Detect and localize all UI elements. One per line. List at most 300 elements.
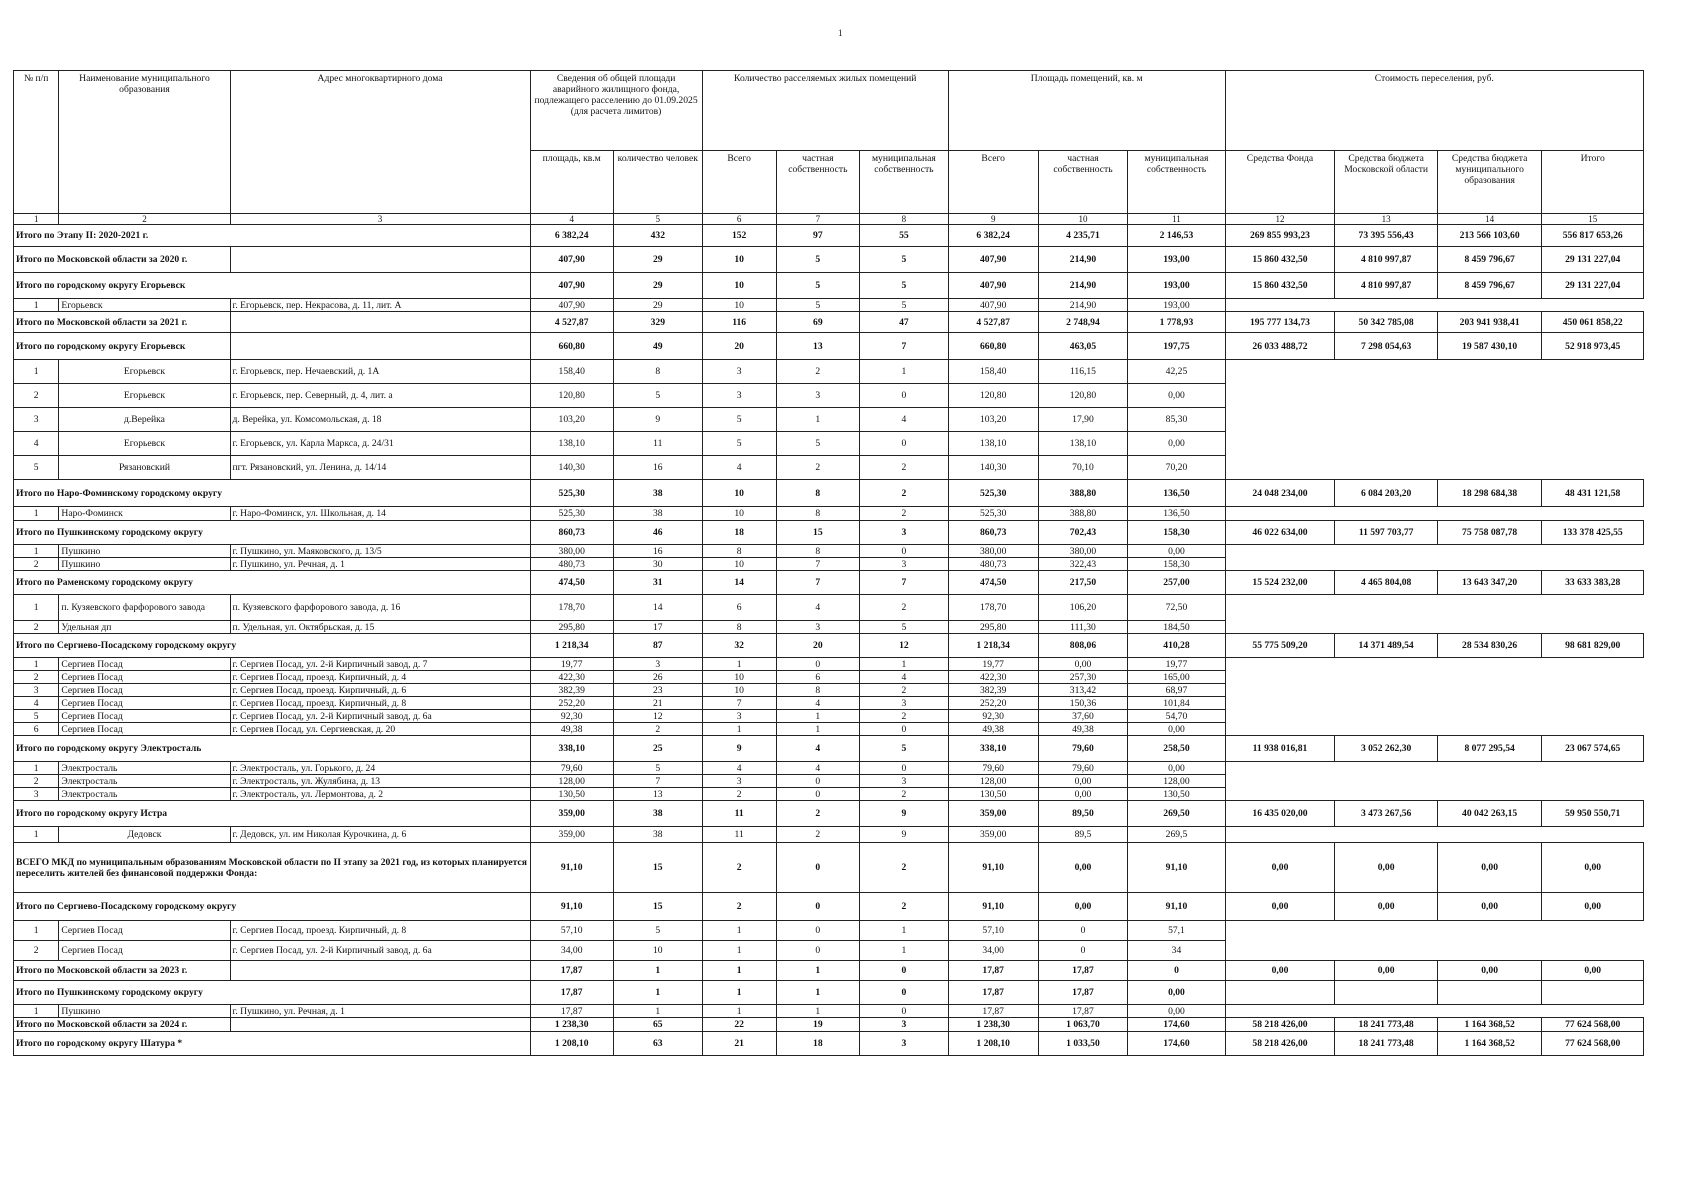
row-number: 1	[14, 658, 59, 671]
value-cell: 8	[776, 684, 859, 697]
value-cell: 8	[613, 360, 702, 384]
building-address: г. Электросталь, ул. Горького, д. 24	[230, 762, 530, 775]
value-cell: 48 431 121,58	[1542, 480, 1644, 507]
value-cell: 5	[613, 762, 702, 775]
value-cell: 9	[860, 827, 949, 843]
value-cell: 3	[776, 621, 859, 634]
total-row	[14, 736, 1644, 762]
value-cell: 10	[702, 480, 776, 507]
total-row	[14, 480, 1644, 507]
header-sub-cell: муниципальная собственность	[1128, 151, 1225, 214]
empty-cost-cell	[1437, 408, 1542, 432]
value-cell: 8	[702, 621, 776, 634]
row-number: 3	[14, 408, 59, 432]
value-cell: 8 077 295,54	[1437, 736, 1542, 762]
value-cell: 17,87	[530, 961, 613, 981]
value-cell: 8 459 796,67	[1437, 273, 1542, 299]
empty-cost-cell	[1225, 558, 1335, 571]
value-cell: 407,90	[530, 299, 613, 312]
value-cell: 0	[776, 893, 859, 921]
value-cell: 2	[702, 788, 776, 801]
value-cell: 46	[613, 521, 702, 545]
value-cell: 860,73	[530, 521, 613, 545]
value-cell: 18 241 773,48	[1335, 1018, 1437, 1032]
value-cell: 178,70	[530, 595, 613, 621]
value-cell: 1	[776, 1005, 859, 1018]
value-cell: 0,00	[1437, 961, 1542, 981]
empty-cost-cell	[1542, 507, 1644, 521]
value-cell: 17,87	[1038, 961, 1128, 981]
empty-cost-cell	[1542, 545, 1644, 558]
value-cell: 0,00	[1128, 545, 1225, 558]
value-cell: 3	[860, 697, 949, 710]
value-cell: 103,20	[948, 408, 1038, 432]
value-cell: 40 042 263,15	[1437, 801, 1542, 827]
value-cell: 85,30	[1128, 408, 1225, 432]
empty-cost-cell	[1335, 1005, 1437, 1018]
value-cell: 3	[860, 775, 949, 788]
empty-cost-cell	[1437, 762, 1542, 775]
value-cell: 450 061 858,22	[1542, 312, 1644, 333]
table-row	[14, 384, 1644, 408]
value-cell: 70,10	[1038, 456, 1128, 480]
total-label: Итого по городскому округу Егорьевск	[14, 273, 531, 299]
column-number: 2	[59, 214, 230, 225]
value-cell: 18 298 684,38	[1437, 480, 1542, 507]
empty-cost-cell	[1437, 921, 1542, 941]
municipality-name: Сергиев Посад	[59, 658, 230, 671]
building-address: п. Кузяевского фарфорового завода, д. 16	[230, 595, 530, 621]
value-cell: 0,00	[1038, 658, 1128, 671]
building-address: г. Электросталь, ул. Лермонтова, д. 2	[230, 788, 530, 801]
value-cell: 120,80	[948, 384, 1038, 408]
column-number: 8	[860, 214, 949, 225]
value-cell: 89,50	[1038, 801, 1128, 827]
value-cell: 133 378 425,55	[1542, 521, 1644, 545]
table-row	[14, 723, 1644, 736]
total-row	[14, 634, 1644, 658]
empty-cost-cell	[1437, 788, 1542, 801]
value-cell: 1	[860, 360, 949, 384]
value-cell: 8 459 796,67	[1437, 247, 1542, 273]
row-number: 4	[14, 432, 59, 456]
building-address: пгт. Рязановский, ул. Ленина, д. 14/14	[230, 456, 530, 480]
row-number: 1	[14, 762, 59, 775]
building-address: г. Сергиев Посад, проезд. Кирпичный, д. 8	[230, 697, 530, 710]
value-cell: 4 810 997,87	[1335, 247, 1437, 273]
empty-cost-cell	[1225, 456, 1335, 480]
value-cell: 63	[613, 1032, 702, 1056]
column-number: 13	[1335, 214, 1437, 225]
value-cell: 92,30	[530, 710, 613, 723]
table-row	[14, 775, 1644, 788]
table-row	[14, 710, 1644, 723]
value-cell	[1225, 981, 1335, 1005]
table-row	[14, 545, 1644, 558]
empty-cost-cell	[1335, 775, 1437, 788]
column-number: 11	[1128, 214, 1225, 225]
building-address: г. Дедовск, ул. им Николая Курочкина, д. 6	[230, 827, 530, 843]
empty-cell	[230, 961, 530, 981]
value-cell: 2	[860, 480, 949, 507]
value-cell: 3	[860, 1032, 949, 1056]
building-address: г. Сергиев Посад, ул. 2-й Кирпичный завод, д. 6а	[230, 941, 530, 961]
value-cell	[1335, 981, 1437, 1005]
value-cell: 2	[702, 843, 776, 893]
value-cell: 313,42	[1038, 684, 1128, 697]
value-cell: 49,38	[530, 723, 613, 736]
column-number: 3	[230, 214, 530, 225]
value-cell: 37,60	[1038, 710, 1128, 723]
empty-cost-cell	[1225, 432, 1335, 456]
value-cell: 0,00	[1038, 843, 1128, 893]
value-cell: 407,90	[948, 299, 1038, 312]
value-cell: 18	[702, 521, 776, 545]
empty-cost-cell	[1437, 621, 1542, 634]
empty-cost-cell	[1225, 671, 1335, 684]
municipality-name: Пушкино	[59, 1005, 230, 1018]
value-cell: 120,80	[530, 384, 613, 408]
municipality-name: Сергиев Посад	[59, 941, 230, 961]
value-cell: 140,30	[530, 456, 613, 480]
empty-cost-cell	[1542, 723, 1644, 736]
value-cell: 158,40	[948, 360, 1038, 384]
building-address: г. Сергиев Посад, проезд. Кирпичный, д. 8	[230, 921, 530, 941]
municipality-name: Сергиев Посад	[59, 723, 230, 736]
page-number: 1	[838, 28, 843, 38]
value-cell: 19 587 430,10	[1437, 333, 1542, 360]
value-cell: 0,00	[1542, 893, 1644, 921]
empty-cost-cell	[1225, 762, 1335, 775]
total-row	[14, 893, 1644, 921]
value-cell: 58 218 426,00	[1225, 1018, 1335, 1032]
value-cell: 5	[860, 299, 949, 312]
value-cell: 2	[613, 723, 702, 736]
value-cell: 128,00	[948, 775, 1038, 788]
value-cell: 49,38	[1038, 723, 1128, 736]
header-rooms-area-group: Площадь помещений, кв. м	[948, 71, 1225, 151]
resettlement-table	[13, 70, 1644, 1056]
value-cell: 2	[860, 843, 949, 893]
value-cell: 18 241 773,48	[1335, 1032, 1437, 1056]
total-row	[14, 333, 1644, 360]
value-cell: 0	[860, 961, 949, 981]
empty-cost-cell	[1542, 775, 1644, 788]
value-cell: 214,90	[1038, 299, 1128, 312]
value-cell: 11 597 703,77	[1335, 521, 1437, 545]
value-cell: 138,10	[948, 432, 1038, 456]
empty-cost-cell	[1542, 762, 1644, 775]
value-cell: 33 633 383,28	[1542, 571, 1644, 595]
value-cell: 130,50	[1128, 788, 1225, 801]
value-cell: 21	[613, 697, 702, 710]
value-cell: 26 033 488,72	[1225, 333, 1335, 360]
value-cell: 79,60	[1038, 762, 1128, 775]
value-cell: 152	[702, 225, 776, 247]
empty-cost-cell	[1437, 941, 1542, 961]
value-cell: 1 208,10	[530, 1032, 613, 1056]
value-cell: 0,00	[1128, 432, 1225, 456]
value-cell: 98 681 829,00	[1542, 634, 1644, 658]
value-cell: 257,00	[1128, 571, 1225, 595]
value-cell: 10	[702, 558, 776, 571]
value-cell: 1	[702, 941, 776, 961]
row-number: 1	[14, 360, 59, 384]
column-number: 10	[1038, 214, 1128, 225]
table-row	[14, 921, 1644, 941]
value-cell: 15	[613, 843, 702, 893]
value-cell: 20	[702, 333, 776, 360]
value-cell: 2	[776, 456, 859, 480]
empty-cost-cell	[1437, 658, 1542, 671]
value-cell: 8	[776, 507, 859, 521]
value-cell: 65	[613, 1018, 702, 1032]
empty-cost-cell	[1335, 671, 1437, 684]
value-cell: 195 777 134,73	[1225, 312, 1335, 333]
value-cell: 6 382,24	[530, 225, 613, 247]
empty-cost-cell	[1437, 710, 1542, 723]
value-cell: 140,30	[948, 456, 1038, 480]
value-cell: 1	[860, 921, 949, 941]
value-cell: 1 063,70	[1038, 1018, 1128, 1032]
empty-cost-cell	[1225, 788, 1335, 801]
value-cell: 214,90	[1038, 247, 1128, 273]
value-cell: 8	[776, 545, 859, 558]
value-cell: 410,28	[1128, 634, 1225, 658]
value-cell: 19,77	[530, 658, 613, 671]
value-cell: 87	[613, 634, 702, 658]
empty-cost-cell	[1335, 558, 1437, 571]
value-cell: 7	[776, 571, 859, 595]
value-cell: 380,00	[530, 545, 613, 558]
value-cell: 480,73	[530, 558, 613, 571]
value-cell: 0	[860, 981, 949, 1005]
value-cell: 0,00	[1542, 843, 1644, 893]
resettlement-table-container	[13, 70, 1644, 1056]
value-cell: 4	[702, 762, 776, 775]
value-cell: 11	[613, 432, 702, 456]
value-cell: 0	[776, 843, 859, 893]
value-cell: 23 067 574,65	[1542, 736, 1644, 762]
value-cell	[1542, 981, 1644, 1005]
value-cell: 0,00	[1128, 981, 1225, 1005]
value-cell: 17,87	[530, 981, 613, 1005]
empty-cost-cell	[1335, 595, 1437, 621]
value-cell: 58 218 426,00	[1225, 1032, 1335, 1056]
header-sub-cell: количество человек	[613, 151, 702, 214]
table-row	[14, 762, 1644, 775]
empty-cost-cell	[1542, 299, 1644, 312]
value-cell: 5	[702, 432, 776, 456]
empty-cost-cell	[1437, 360, 1542, 384]
table-row	[14, 360, 1644, 384]
value-cell: 1	[776, 723, 859, 736]
value-cell: 4	[776, 697, 859, 710]
value-cell: 47	[860, 312, 949, 333]
municipality-name: Сергиев Посад	[59, 710, 230, 723]
municipality-name: Пушкино	[59, 558, 230, 571]
header-sub-cell: муниципальная собственность	[860, 151, 949, 214]
empty-cost-cell	[1542, 360, 1644, 384]
total-row	[14, 247, 1644, 273]
value-cell: 5	[860, 273, 949, 299]
value-cell: 193,00	[1128, 299, 1225, 312]
empty-cost-cell	[1225, 827, 1335, 843]
value-cell: 1 238,30	[530, 1018, 613, 1032]
value-cell: 5	[776, 273, 859, 299]
value-cell: 0,00	[1437, 893, 1542, 921]
value-cell: 197,75	[1128, 333, 1225, 360]
empty-cost-cell	[1437, 723, 1542, 736]
table-row	[14, 595, 1644, 621]
value-cell: 2	[860, 595, 949, 621]
value-cell: 4 465 804,08	[1335, 571, 1437, 595]
value-cell: 217,50	[1038, 571, 1128, 595]
table-row	[14, 507, 1644, 521]
empty-cost-cell	[1437, 299, 1542, 312]
value-cell: 860,73	[948, 521, 1038, 545]
value-cell: 15 860 432,50	[1225, 247, 1335, 273]
empty-cost-cell	[1542, 595, 1644, 621]
value-cell: 407,90	[530, 273, 613, 299]
row-number: 5	[14, 710, 59, 723]
empty-cell	[230, 333, 530, 360]
value-cell: 4	[702, 456, 776, 480]
value-cell: 158,40	[530, 360, 613, 384]
value-cell: 11	[702, 827, 776, 843]
value-cell: 0	[1038, 941, 1128, 961]
column-number: 12	[1225, 214, 1335, 225]
empty-cost-cell	[1542, 558, 1644, 571]
row-number: 1	[14, 507, 59, 521]
value-cell: 0,00	[1038, 775, 1128, 788]
empty-cost-cell	[1335, 384, 1437, 408]
value-cell: 5	[860, 247, 949, 273]
row-number: 1	[14, 921, 59, 941]
value-cell: 525,30	[948, 507, 1038, 521]
value-cell: 269 855 993,23	[1225, 225, 1335, 247]
value-cell: 26	[613, 671, 702, 684]
empty-cost-cell	[1225, 684, 1335, 697]
header-area-group: Сведения об общей площади аварийного жилищного фонда, подлежащего расселению до 01.09.2025 (для расчета лимитов)	[530, 71, 702, 151]
header-address: Адрес многоквартирного дома	[230, 71, 530, 214]
empty-cost-cell	[1225, 775, 1335, 788]
value-cell: 12	[613, 710, 702, 723]
empty-cost-cell	[1542, 697, 1644, 710]
header-municipality: Наименование муниципального образования	[59, 71, 230, 214]
municipality-name: Электросталь	[59, 775, 230, 788]
value-cell: 382,39	[948, 684, 1038, 697]
table-row	[14, 788, 1644, 801]
building-address: г. Егорьевск, пер. Нечаевский, д. 1А	[230, 360, 530, 384]
value-cell: 0,00	[1225, 961, 1335, 981]
empty-cost-cell	[1437, 384, 1542, 408]
table-row	[14, 299, 1644, 312]
empty-cost-cell	[1225, 723, 1335, 736]
value-cell: 556 817 653,26	[1542, 225, 1644, 247]
value-cell: 2	[860, 456, 949, 480]
value-cell: 10	[702, 671, 776, 684]
value-cell: 0,00	[1335, 961, 1437, 981]
value-cell: 203 941 938,41	[1437, 312, 1542, 333]
value-cell: 1	[860, 658, 949, 671]
total-label: Итого по Раменскому городскому округу	[14, 571, 531, 595]
row-number: 5	[14, 456, 59, 480]
value-cell: 20	[776, 634, 859, 658]
building-address: д. Верейка, ул. Комсомольская, д. 18	[230, 408, 530, 432]
value-cell: 4 527,87	[530, 312, 613, 333]
empty-cost-cell	[1335, 658, 1437, 671]
value-cell: 12	[860, 634, 949, 658]
value-cell: 388,80	[1038, 480, 1128, 507]
value-cell: 184,50	[1128, 621, 1225, 634]
value-cell: 359,00	[948, 801, 1038, 827]
column-number: 4	[530, 214, 613, 225]
value-cell: 57,1	[1128, 921, 1225, 941]
value-cell: 68,97	[1128, 684, 1225, 697]
value-cell: 34	[1128, 941, 1225, 961]
value-cell: 91,10	[530, 893, 613, 921]
empty-cost-cell	[1437, 1005, 1542, 1018]
value-cell: 17,87	[1038, 981, 1128, 1005]
value-cell: 15	[776, 521, 859, 545]
value-cell: 0,00	[1128, 1005, 1225, 1018]
value-cell: 1	[776, 710, 859, 723]
empty-cost-cell	[1542, 941, 1644, 961]
value-cell: 463,05	[1038, 333, 1128, 360]
row-number: 2	[14, 384, 59, 408]
value-cell: 103,20	[530, 408, 613, 432]
row-number: 2	[14, 941, 59, 961]
value-cell: 174,60	[1128, 1018, 1225, 1032]
value-cell: 14	[613, 595, 702, 621]
value-cell: 3 473 267,56	[1335, 801, 1437, 827]
value-cell: 55 775 509,20	[1225, 634, 1335, 658]
value-cell: 54,70	[1128, 710, 1225, 723]
value-cell: 4 235,71	[1038, 225, 1128, 247]
empty-cost-cell	[1225, 921, 1335, 941]
value-cell: 0,00	[1542, 961, 1644, 981]
value-cell: 0,00	[1128, 723, 1225, 736]
header-count-group: Количество расселяемых жилых помещений	[702, 71, 948, 151]
value-cell: 338,10	[948, 736, 1038, 762]
building-address: г. Егорьевск, ул. Карла Маркса, д. 24/31	[230, 432, 530, 456]
value-cell: 165,00	[1128, 671, 1225, 684]
municipality-name: Электросталь	[59, 788, 230, 801]
value-cell: 1	[776, 961, 859, 981]
total-row	[14, 961, 1644, 981]
total-label: Итого по Пушкинскому городскому округу	[14, 521, 531, 545]
empty-cost-cell	[1225, 595, 1335, 621]
value-cell: 1 238,30	[948, 1018, 1038, 1032]
total-row	[14, 571, 1644, 595]
value-cell: 13	[613, 788, 702, 801]
value-cell: 29	[613, 299, 702, 312]
value-cell: 19,77	[948, 658, 1038, 671]
value-cell: 2 146,53	[1128, 225, 1225, 247]
value-cell: 4 527,87	[948, 312, 1038, 333]
value-cell: 214,90	[1038, 273, 1128, 299]
value-cell: 0,00	[1038, 893, 1128, 921]
value-cell: 17,87	[948, 961, 1038, 981]
value-cell: 29	[613, 247, 702, 273]
value-cell: 17,90	[1038, 408, 1128, 432]
value-cell: 106,20	[1038, 595, 1128, 621]
column-number: 14	[1437, 214, 1542, 225]
value-cell: 4	[776, 736, 859, 762]
value-cell: 1	[776, 408, 859, 432]
value-cell: 10	[702, 273, 776, 299]
